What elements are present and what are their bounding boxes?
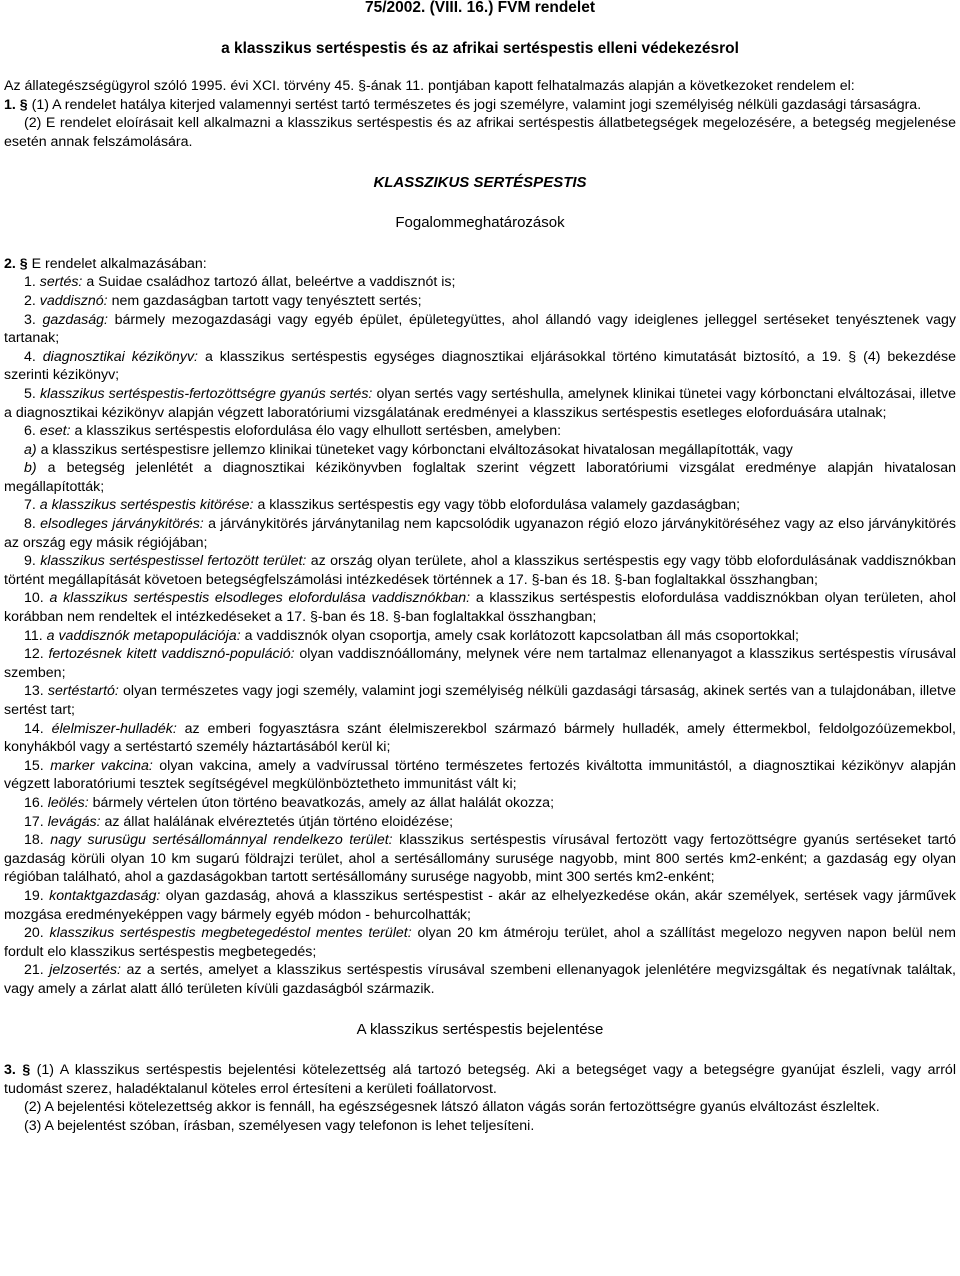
definition-term: a klasszikus sertéspestis elsodleges elofordulása vaddisznókban: [49, 590, 471, 607]
definition-text: az a sertés, amelyet a klasszikus sertéspestis vírusával szembeni ellenanyagok jelenlétére megvizsgáltak és negatívnak találtak, vagy amely a zárlat alatt álló területen kívüli gazdaságból származik. [4, 962, 956, 997]
definition-text: olyan 20 km átméroju terület, ahol a szállítást megelozo negyven napon belül nem fordult elo klasszikus sertéspestis megbetegedés; [4, 925, 956, 960]
paragraph-3-3: (3) A bejelentést szóban, írásban, személyesen vagy telefonon is lehet teljesíteni. [24, 1117, 535, 1134]
definition-text: olyan természetes vagy jogi személy, valamint jogi személyiség nélküli gazdasági társaság, akinek sertés van a tulajdonában, illetve sertést tart; [4, 683, 956, 718]
definition-text: bármely vértelen úton történo beavatkozás, amely az állat halálát okozza; [92, 794, 555, 811]
definition-text: a vaddisznók olyan csoportja, amely csak korlátozott kapcsolatban áll más csoportokkal; [244, 627, 799, 644]
definition-number: 13. [24, 683, 44, 700]
definition-text: a járványkitörés járványtanilag nem kapcsolódik ugyanazon régió elozo járványkitöréséhez vagy az elso járványkitörés az ország egy másik régiójában; [4, 516, 956, 551]
definition-item [4, 831, 956, 887]
paragraph-3-1 [4, 1061, 956, 1098]
document-title: 75/2002. (VIII. 16.) FVM rendelet [364, 0, 595, 16]
definition-text: az emberi fogyasztásra szánt élelmiszerekbol származó bármely hulladék, amely éttermekbol, feldolgozóüzemekbol, konyhákból vagy a sertéstartó személy háztartásából kerül ki; [4, 720, 956, 756]
definition-item [4, 311, 956, 348]
definition-item [4, 720, 956, 757]
definition-number: 11. [24, 627, 43, 644]
definition-text: az állat halálának elvéreztetés útján történo eloidézése; [104, 813, 454, 830]
definition-term: gazdaság: [42, 311, 108, 328]
sub-item-letter: a) [24, 441, 37, 458]
definition-item [4, 794, 956, 813]
definition-term: elsodleges járványkitörés: [40, 516, 204, 533]
definition-term: klasszikus sertéspestissel fertozött terület: [40, 553, 307, 570]
definition-number: 4. [24, 348, 36, 365]
definition-term: nagy surusügu sertésállománnyal rendelkezo terület: [50, 832, 393, 849]
definition-number: 9. [24, 553, 36, 570]
section-heading-bejelentes: A klasszikus sertéspestis bejelentése [356, 1020, 604, 1038]
definition-term: fertozésnek kitett vaddisznó-populáció: [48, 646, 295, 663]
definition-term: diagnosztikai kézikönyv: [42, 348, 198, 365]
definition-term: jelzosertés: [49, 962, 121, 979]
definition-list-2 [4, 496, 956, 998]
definition-item [4, 292, 956, 311]
definition-number: 20. [24, 925, 44, 942]
definition-number: 19. [24, 887, 44, 904]
sub-item-text: a klasszikus sertéspestisre jellemzo klinikai tüneteket vagy kórbonctani elváltozásokat hivatalosan megállapították, vagy [40, 441, 793, 458]
definition-term: élelmiszer-hulladék: [51, 720, 177, 737]
definition-text: olyan sertés vagy sertéshulla, amelynek klinikai tünetei vagy kórbonctani elváltozásai, illetve a diagnosztikai kézikönyv alapján végzett laboratóriumi vizsgálatának eredményei a klasszikus sertéspestis esetleges eloforduására utalnak; [4, 385, 956, 421]
definition-term: levágás: [47, 813, 101, 830]
definition-item [4, 682, 956, 719]
paragraph-3-2: (2) A bejelentési kötelezettség akkor is fennáll, ha egészségesnek látszó állaton vágás során fertozöttségre gyanús elváltozást észleltek. [24, 1099, 880, 1116]
definition-list-1 [4, 273, 956, 440]
definition-term: leölés: [47, 794, 89, 811]
definition-text: a klasszikus sertéspestis elofordulása élo vagy elhullott sertésben, amelyben: [74, 423, 562, 440]
document-body [4, 0, 956, 1135]
definition-item [4, 422, 956, 441]
definition-term: kontaktgazdaság: [49, 887, 161, 904]
definition-number: 5. [24, 385, 36, 402]
definition-text: olyan vakcina, amely a vadvírussal történo természetes fertozés kiváltotta immunitástól, a diagnosztikai kézikönyv alapján végzett laboratóriumi tesztek segítségével megkülönböztetheto immunitást vált ki; [4, 757, 956, 793]
section-sign: § [19, 255, 28, 272]
definition-number: 16. [24, 794, 44, 811]
section-heading-klasszikus: KLASSZIKUS SERTÉSPESTIS [373, 173, 587, 191]
definition-number: 8. [24, 516, 36, 533]
definition-number: 15. [24, 757, 44, 774]
definition-term: klasszikus sertéspestis megbetegedéstol mentes terület: [49, 925, 412, 942]
paragraph-1-2: (2) E rendelet eloírásait kell alkalmazni a klasszikus sertéspestis és az afrikai sertéspestis állatbetegségek megelozésére, a betegség megjelenése esetén annak felszámolására. [4, 115, 956, 150]
definition-sublist-6 [4, 441, 956, 497]
sub-item-letter: b) [24, 460, 37, 477]
section-subheading: Fogalommeghatározások [395, 214, 565, 232]
definition-term: eset: [39, 423, 71, 440]
definition-item [4, 496, 956, 515]
definition-item [4, 385, 956, 422]
definition-item [4, 757, 956, 794]
paragraph-text: (1) A rendelet hatálya kiterjed valamennyi sertést tartó természetes és jogi személyre, valamint jogi személyiség nélküli gazdasági társaságra. [31, 96, 922, 113]
paragraph-text: E rendelet alkalmazásában: [31, 255, 207, 272]
section-number: 3. [4, 1062, 16, 1079]
definition-term: a klasszikus sertéspestis kitörése: [39, 497, 254, 514]
section-sign: § [19, 96, 28, 113]
definition-item [4, 813, 956, 832]
section-number: 2. [4, 255, 16, 272]
definition-number: 18. [24, 832, 44, 849]
paragraph-text: (1) A klasszikus sertéspestis bejelentési kötelezettség alá tartozó betegség. Aki a betegséget vagy a betegségre gyanújat észleli, vagy arról tudomást szerez, haladéktalanul köteles errol értesíteni a kerületi foállatorvost. [4, 1062, 956, 1097]
definition-text: olyan gazdaság, ahová a klasszikus sertéspestist - akár az elhelyezkedése okán, akár személyek, sertések vagy járművek mozgása eredményeképpen vagy bármely egyéb módon - behurcolhatták; [4, 887, 956, 923]
definition-term: sertés: [39, 274, 83, 291]
sub-item [4, 459, 956, 496]
paragraph-2-lead [4, 255, 956, 274]
definition-item [4, 515, 956, 552]
definition-number: 6. [24, 423, 36, 440]
definition-item [4, 273, 956, 292]
definition-item [4, 552, 956, 589]
definition-text: bármely mezogazdasági vagy egyéb épület, épületegyüttes, ahol állandó vagy ideiglenes jelleggel sertéseket tenyésztenek vagy tartanak; [4, 311, 956, 347]
definition-item [4, 589, 956, 626]
intro-paragraph: Az állategészségügyrol szóló 1995. évi XCI. törvény 45. §-ának 11. pontjában kapott felhatalmazás alapján a következoket rendelem el: [4, 78, 855, 95]
definition-text: az ország olyan területe, ahol a klasszikus sertéspestis egy vagy több elofordulásának vaddisznókban történt megállapítását követoen betegségfelszámolási intézkedések történnek a 17. §-ban és 18. §-ban foglaltakkal összhangban; [4, 553, 957, 588]
definition-number: 10. [24, 590, 44, 607]
definition-term: sertéstartó: [47, 683, 119, 700]
definition-number: 21. [24, 962, 44, 979]
definition-item [4, 961, 956, 998]
definition-number: 7. [24, 497, 36, 514]
document-subtitle: a klasszikus sertéspestis és az afrikai sertéspestis elleni védekezésrol [221, 39, 739, 57]
definition-number: 14. [24, 720, 44, 737]
definition-number: 2. [24, 292, 36, 309]
definition-text: nem gazdaságban tartott vagy tenyésztett sertés; [111, 292, 422, 309]
definition-text: klasszikus sertéspestis vírusával fertozött vagy fertozöttségre gyanús sertéseket tartó gazdaság körüli olyan 10 km sugarú földrajzi terület, ahol a sertésállomány surusége nagyobb, mint 800 sertés km2-enként; a gazdaság egy olyan régióban található, ahol a gazdaságokban tartott sertésállomány surusége nagyobb, mint 300 sertés km2-enként; [4, 832, 956, 886]
definition-text: a Suidae családhoz tartozó állat, beleértve a vaddisznót is; [86, 274, 456, 291]
definition-term: a vaddisznók metapopulációja: [46, 627, 241, 644]
definition-number: 3. [24, 311, 36, 328]
sub-item [4, 441, 956, 460]
definition-item [4, 887, 956, 924]
sub-item-text: a betegség jelenlétét a diagnosztikai kézikönyvben foglaltak szerint végzett laboratóriumi vizsgálat eredménye alapján hivatalosan megállapították; [4, 460, 956, 495]
definition-text: a klasszikus sertéspestis egy vagy több elofordulása valamely gazdaságban; [257, 497, 741, 514]
definition-term: vaddisznó: [39, 292, 108, 309]
definition-item [4, 645, 956, 682]
definition-term: marker vakcina: [50, 757, 153, 774]
definition-number: 17. [24, 813, 44, 830]
definition-item [4, 627, 956, 646]
definition-item [4, 924, 956, 961]
definition-text: a klasszikus sertéspestis egységes diagnosztikai eljárásokkal történo kimutatását biztosító, a 19. § (4) bekezdése szerinti kézikönyv; [4, 348, 957, 384]
definition-text: olyan vaddisznóállomány, melynek vére nem tartalmaz ellenanyagot a klasszikus sertéspestis vírusával szemben; [4, 646, 956, 681]
definition-item [4, 348, 956, 385]
definition-number: 1. [24, 274, 36, 291]
paragraph-1-1 [4, 96, 956, 115]
definition-text: a klasszikus sertéspestis elofordulása vaddisznókban olyan területen, ahol korábban nem rendeltek el intézkedéseket a 17. §-ban és 18. §-ban foglaltakkal összhangban; [4, 590, 956, 626]
definition-term: klasszikus sertéspestis-fertozöttségre gyanús sertés: [39, 385, 373, 402]
definition-number: 12. [24, 646, 44, 663]
section-number: 1. [4, 96, 16, 113]
section-sign: § [22, 1062, 31, 1079]
